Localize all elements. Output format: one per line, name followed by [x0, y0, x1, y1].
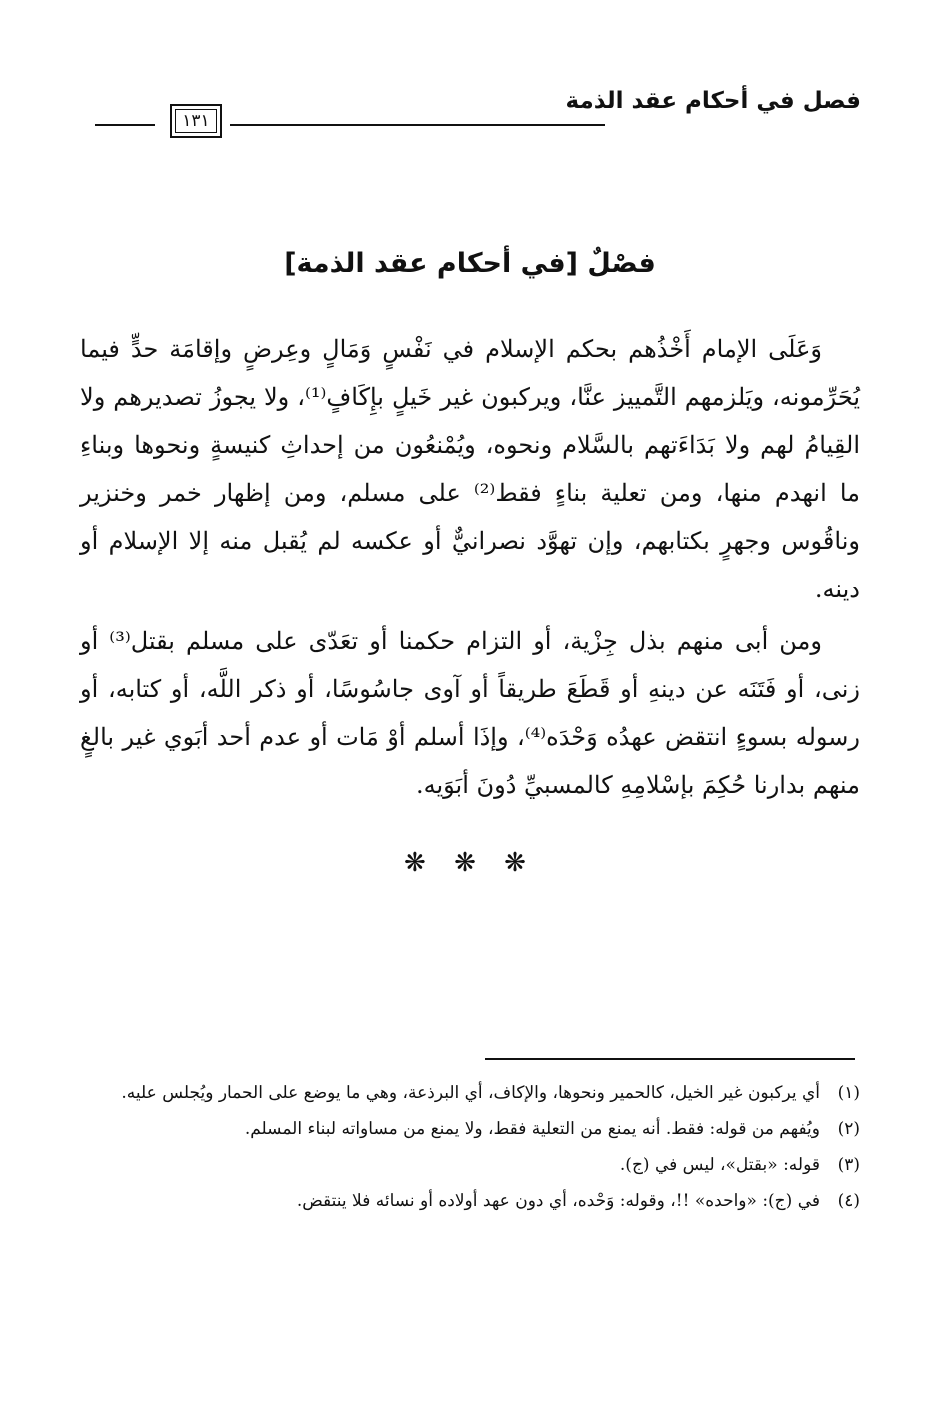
section-heading: فصْلٌ [في أحكام عقد الذمة]: [284, 248, 656, 279]
section-separator-stars: ❋ ❋ ❋: [404, 848, 536, 878]
running-title: فصل في أحكام عقد الذمة: [565, 88, 861, 114]
body-paragraph-1: وَعَلَى الإمام أَخْذُهم بحكم الإسلام في نَفْسٍ وَمَالٍ وعِرضٍ وإقامَة حدٍّ فيما يُحَرِّمونه، ويَلزمهم التَّمييز عنَّا، ويركبون غير خَيلٍ بإِكَافٍ⁽¹⁾، ولا يجوزُ تصديرهم ولا القِيامُ لهم ولا بَدَاءَتهم بالسَّلام ونحوه، ويُمْنعُون من إحداثِ كنيسةٍ ونحوها وبناءِ ما انهدم منها، ومن تعلية بناءٍ فقط⁽²⁾ على مسلم، ومن إظهار خمر وخنزير وناقُوس وجهرٍ بكتابهم، وإن تهوَّد نصرانيٌّ أو عكسه لم يُقبل منه إلا الإسلام أو دينه.: [80, 335, 860, 603]
body-text: [80, 325, 860, 809]
footnote-text: في (ج): «واحده» !!، وقوله: وَحْده، أي دون عهد أولاده أو نسائه فلا ينتقض.: [296, 1191, 820, 1211]
footnote-text: قوله: «بقتل»، ليس في (ج).: [619, 1155, 820, 1175]
body-paragraph-2: ومن أبى منهم بذل جِزْية، أو التزام حكمنا أو تعَدّى على مسلم بقتل⁽³⁾ أو زنى، أو فَتَنَه عن دينهِ أو قَطَعَ طريقاً أو آوى جاسُوسًا، أو ذكر اللَّه، أو كتابه، أو رسوله بسوءٍ انتقض عهدُه وَحْدَه⁽⁴⁾، وإذَا أسلم أوْ مَات أو عدم أحد أبَوي غير بالغٍ منهم بدارنا حُكِمَ بإسْلامِهِ كالمسبيِّ دُونَ أبَوَيه.: [80, 627, 861, 799]
footnote-item: [80, 1078, 860, 1108]
page-number: ١٣١: [182, 111, 210, 131]
footnote-number: (٤): [837, 1191, 860, 1211]
footnote-item: [80, 1114, 860, 1144]
page-number-box: [170, 104, 222, 138]
footnote-rule: [485, 1058, 855, 1060]
footnote-text: أي يركبون غير الخيل، كالحمير ونحوها، والإكاف، أي البرذعة، وهي ما يوضع على الحمار ويُجلس عليه.: [121, 1083, 820, 1103]
header-rule: [230, 124, 605, 126]
footnote-text: ويُفهم من قوله: فقط. أنه يمنع من التعلية فقط، ولا يمنع من مساواته لبناء المسلم.: [244, 1119, 820, 1139]
footnote-number: (١): [837, 1083, 860, 1103]
footnotes: [80, 1078, 860, 1222]
footnote-number: (٢): [837, 1119, 860, 1139]
footnote-item: [80, 1150, 860, 1180]
footnote-number: (٣): [837, 1155, 860, 1175]
footnote-item: [80, 1186, 860, 1216]
header-rule-short: [95, 124, 155, 126]
